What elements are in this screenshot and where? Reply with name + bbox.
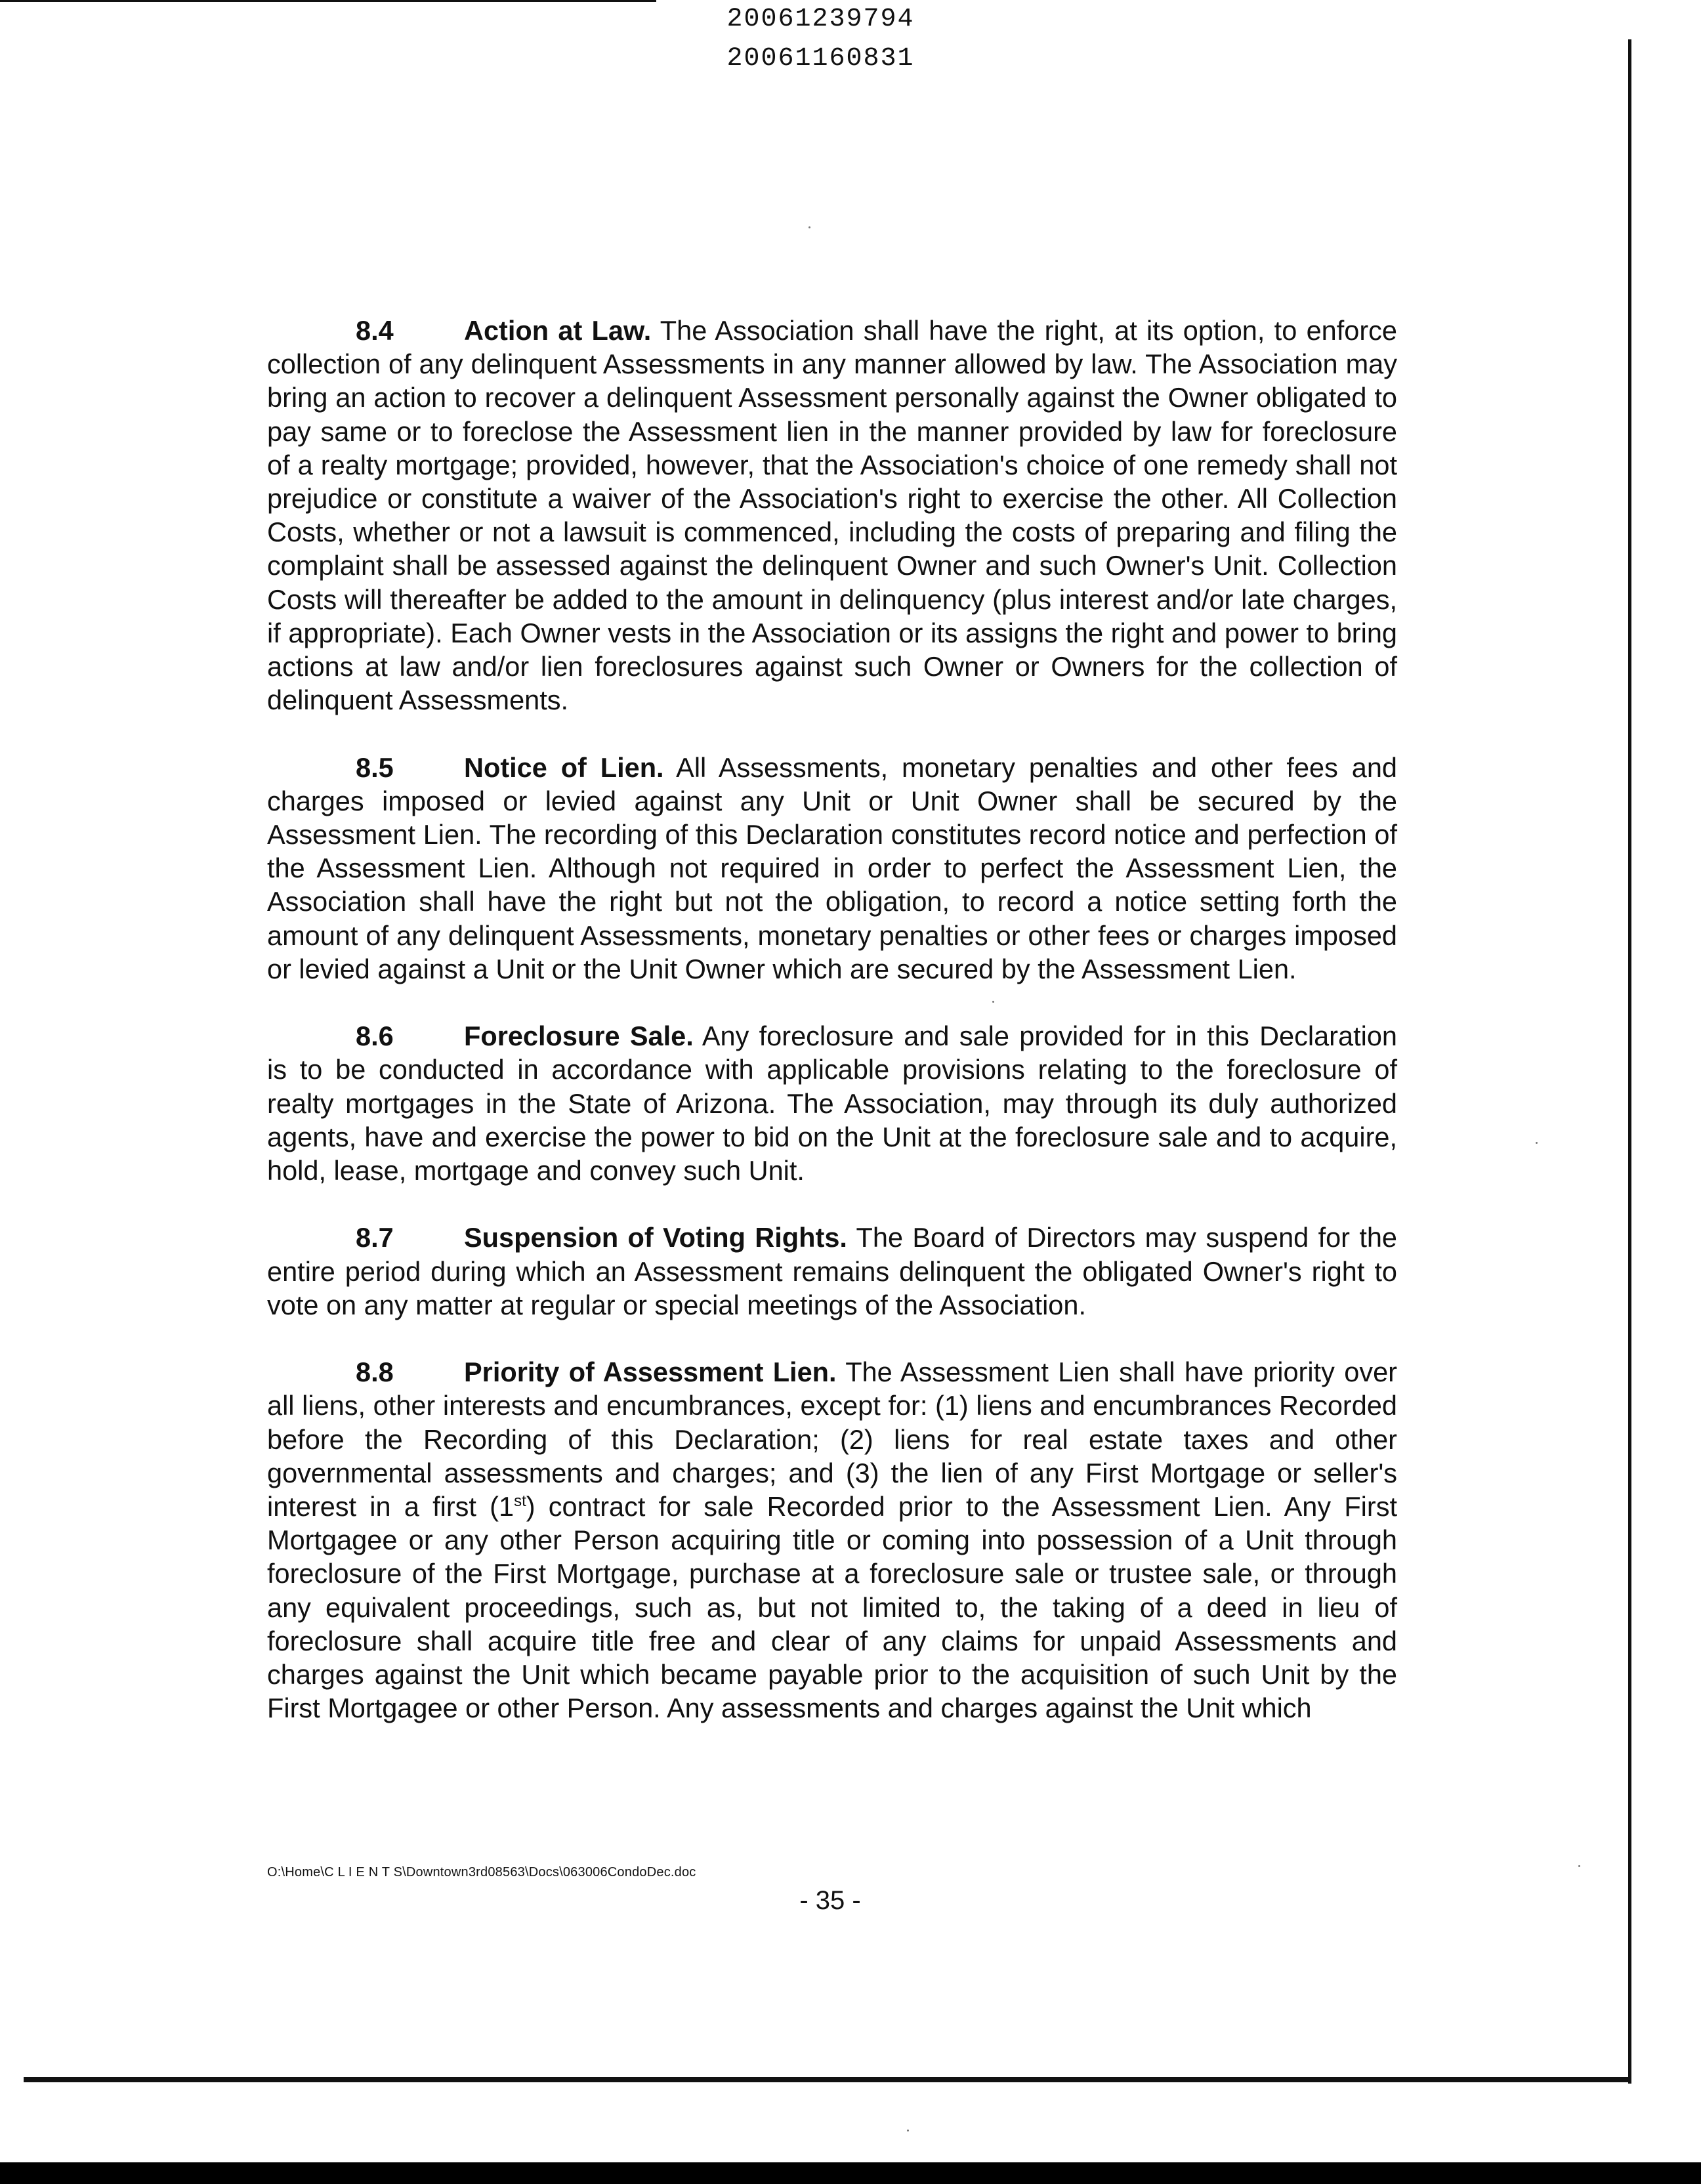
section-8-5 [267,751,1397,986]
section-number: 8.4 [356,315,394,346]
section-8-4 [267,314,1397,717]
section-text: The Board of Directors may suspend for the entire period during which an Assessment remains delinquent the obligated Owner's right to vote on any matter at regular or special meetings of the Association. [267,1222,1398,1320]
scan-speck [907,2130,909,2132]
section-title: Priority of Assessment Lien. [464,1356,837,1388]
page-number: - 35 - [799,1886,861,1915]
section-title: Suspension of Voting Rights. [464,1222,847,1253]
section-8-6 [267,1019,1397,1187]
section-8-8 [267,1355,1397,1725]
section-text: The Association shall have the right, at its option, to enforce collection of any delinquent Assessments in any manner allowed by law. The Association may bring an action to recover a delinquent Assessment personally against the Owner obligated to pay same or to foreclose the Assessment lien in the manner provided by law for foreclosure of a realty mortgage; provided, however, that the Association's choice of one remedy shall not prejudice or constitute a waiver of the Association's right to exercise the other. All Collection Costs, whether or not a lawsuit is commenced, including the costs of preparing and filing the complaint shall be assessed against the delinquent Owner and such Owner's Unit. Collection Costs will thereafter be added to the amount in delinquency (plus interest and/or late charges, if appropriate). Each Owner vests in the Association or its assigns the right and power to bring actions at law and/or lien foreclosures against such Owner or Owners for the collection of delinquent Assessments. [267,315,1397,716]
scan-border-right [1628,39,1631,2084]
section-text: Any foreclosure and sale provided for in this Declaration is to be conducted in accordance with applicable provisions relating to the foreclosure of realty mortgages in the State of Arizona. The Association, may through its duly authorized agents, have and exercise the power to bid on the Unit at the foreclosure sale and to acquire, hold, lease, mortgage and convey such Unit. [267,1020,1397,1186]
recording-numbers [0,0,1628,79]
section-number: 8.8 [356,1356,394,1388]
section-number: 8.7 [356,1222,394,1253]
section-text: All Assessments, monetary penalties and other fees and charges imposed or levied against any Unit or Unit Owner shall be secured by the Assessment Lien. The recording of this Declaration constitutes record notice and perfection of the Assessment Lien. Although not required in order to perfect the Assessment Lien, the Association shall have the right but not the obligation, to record a notice setting forth the amount of any delinquent Assessments, monetary penalties or other fees or charges imposed or levied against a Unit or the Unit Owner which are secured by the Assessment Lien. [267,751,1397,984]
footer-file-path: O:\Home\C L I E N T S\Downtown3rd08563\Docs\063006CondoDec.doc [267,1865,696,1880]
section-8-7 [267,1221,1397,1322]
section-title: Action at Law. [464,315,652,346]
section-title: Notice of Lien. [464,751,664,783]
document-body [267,314,1397,1759]
section-number: 8.6 [356,1020,394,1052]
scan-speck [808,226,810,228]
section-text: ) contract for sale Recorded prior to the Assessment Lien. Any First Mortgagee or any other Person acquiring title or coming into possession of a Unit through foreclosure of the First Mortgage, purchase at a foreclosure sale or trustee sale, or through any equivalent proceedings, such as, but not limited to, the taking of a deed in lieu of foreclosure shall acquire title free and clear of any claims for unpaid Assessments and charges against the Unit which became payable prior to the acquisition of such Unit by the First Mortgagee or other Person. Any assessments and charges against the Unit which [267,1491,1398,1724]
recording-number: 20061160831 [726,44,915,74]
section-text: The Assessment Lien shall have priority over all liens, other interests and encumbrances, except for: (1) liens and encumbrances Recorded before the Recording of this Declaration; (2) liens for real estate taxes and other governmental assessments and charges; and (3) the lien of any First Mortgage or seller's interest in a first (1 [267,1356,1397,1522]
section-number: 8.5 [356,751,394,783]
section-title: Foreclosure Sale. [464,1020,694,1052]
ordinal-superscript: st [514,1492,526,1511]
scan-bottom-band [0,2162,1701,2184]
recording-number: 20061239794 [726,5,915,34]
scan-border-bottom [24,2077,1631,2082]
scan-speck [1578,1865,1580,1867]
scan-speck [1536,1142,1538,1144]
